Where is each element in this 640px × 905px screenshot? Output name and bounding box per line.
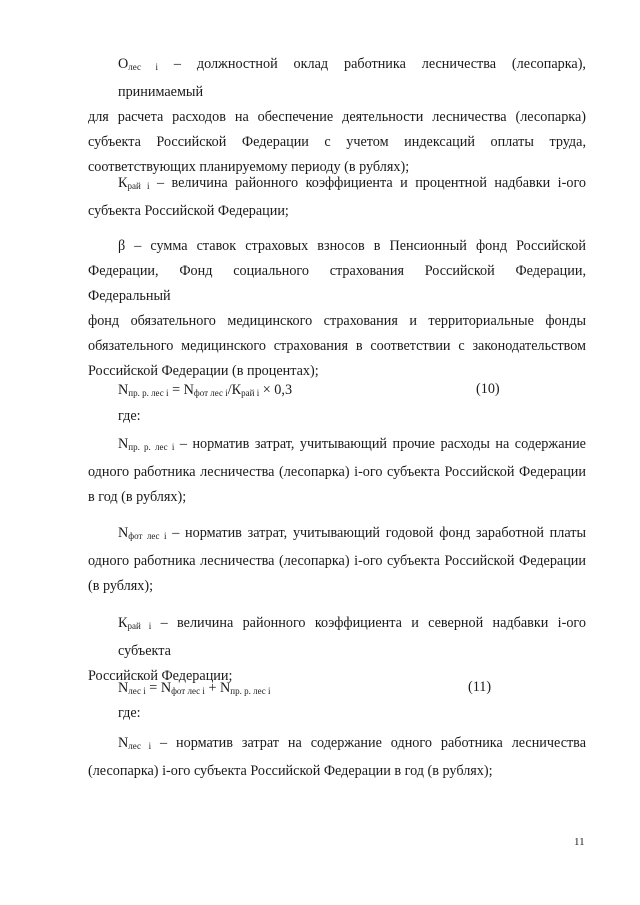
symbol: К (118, 175, 128, 191)
text-line (88, 432, 586, 460)
text-line: обязательного медицинского страхования в соответствии с законодательством (88, 338, 586, 354)
text: – норматив затрат, учитывающий прочие расходы на содержание (174, 436, 586, 452)
subscript: фот лес i (128, 531, 167, 541)
symbol: К (118, 615, 128, 631)
text-line (88, 521, 586, 549)
subscript: рай i (241, 388, 260, 398)
text: – величина районного коэффициента и процентной надбавки i-ого (149, 175, 587, 191)
where-label: где: (118, 408, 141, 424)
text-line (88, 171, 586, 199)
text-line: одного работника лесничества (лесопарка) i-ого субъекта Российской Федерации (88, 553, 586, 569)
formula-10 (118, 379, 292, 404)
text: – величина районного коэффициента и северной надбавки i-ого субъекта (118, 615, 586, 659)
symbol: N (118, 436, 129, 452)
subscript: лес i (128, 686, 146, 696)
definition-o-les (88, 52, 586, 180)
subscript: пр. р. лес i (128, 442, 175, 452)
definition-n-les (88, 731, 586, 784)
formula-11 (118, 677, 271, 702)
symbol: N (118, 525, 129, 541)
text-line: (лесопарка) i-ого субъекта Российской Федерации в год (в рублях); (88, 763, 493, 779)
text-line: субъекта Российской Федерации с учетом индексаций оплаты труда, (88, 134, 586, 150)
subscript: рай i (127, 181, 150, 191)
text-line: субъекта Российской Федерации; (88, 203, 289, 219)
text-line (88, 611, 586, 664)
formula-number-11: (11) (468, 679, 492, 695)
subscript: фот лес i (193, 388, 228, 398)
formula-term: N (118, 680, 129, 696)
text-line (88, 731, 586, 759)
page-number: 11 (574, 836, 585, 848)
text-line: соответствующих планируемому периоду (в рублях); (88, 159, 410, 175)
subscript: пр. р. лес i (128, 388, 169, 398)
subscript: фот лес i (171, 686, 205, 696)
text-line: в год (в рублях); (88, 489, 187, 505)
formula-number-10: (10) (476, 381, 500, 397)
text-line: β – сумма ставок страховых взносов в Пенсионный фонд Российской (118, 238, 586, 254)
text-line: для расчета расходов на обеспечение деятельности лесничества (лесопарка) (88, 109, 586, 125)
symbol: N (118, 735, 129, 751)
definition-n-pr-r-les (88, 432, 586, 510)
text-line: (в рублях); (88, 578, 154, 594)
definition-k-rai (88, 171, 586, 224)
subscript: рай i (127, 621, 152, 631)
text: – должностной оклад работника лесничества (лесопарка), принимаемый (118, 56, 586, 100)
formula-term: = N (145, 680, 172, 696)
text: – норматив затрат, учитывающий годовой фонд заработной платы (166, 525, 586, 541)
subscript: лес i (128, 741, 152, 751)
formula-term: + N (204, 680, 231, 696)
formula-term: = N (168, 382, 194, 398)
formula-term: × 0,3 (259, 382, 293, 398)
definition-beta (88, 234, 586, 384)
text-line (88, 52, 586, 105)
text-line: Российской Федерации; (88, 668, 233, 684)
text: – норматив затрат на содержание одного работника лесничества (151, 735, 586, 751)
symbol: О (118, 56, 129, 72)
where-label: где: (118, 705, 141, 721)
subscript: пр. р. лес i (230, 686, 271, 696)
formula-term: N (118, 382, 129, 398)
definition-n-fot-les (88, 521, 586, 599)
formula-term: /К (227, 382, 242, 398)
text-line: фонд обязательного медицинского страхования и территориальные фонды (88, 313, 586, 329)
text-line: одного работника лесничества (лесопарка) i-ого субъекта Российской Федерации (88, 464, 586, 480)
text-line: Российской Федерации (в процентах); (88, 363, 319, 379)
subscript: лес i (128, 62, 159, 72)
text-line: Федерации, Фонд социального страхования Российской Федерации, Федеральный (88, 263, 586, 304)
